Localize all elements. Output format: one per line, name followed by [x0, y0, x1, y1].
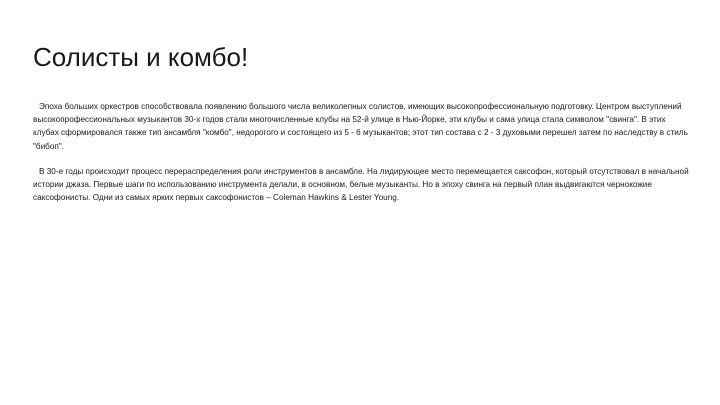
slide-title: Солисты и комбо! — [33, 42, 249, 72]
paragraph-big-bands: Эпоха больших оркестров способствовала появлению большого числа великолепных солистов, имеющих высокопрофессиональную подготовку. Центром выступлений высокопрофессиональных музыкантов 30-х годов стали многочисленные клубы на 52-й улице в Нью-Йорке, эти клубы и сама улица стала символом "свинга". В этих клубах сформировался также тип ансамбля "комбо", недорогого и состоящего из 5 - 6 музыкантов; этот тип состава с 2 - 3 духовыми перешел затем по наследству в стиль "бибоп". — [33, 102, 688, 151]
paragraph-saxophone: В 30-е годы происходит процесс перераспределения роли инструментов в ансамбле. На лидирующее место перемещается саксофон, который отсутствовал в начальной истории джаза. Первые шаги по использованию инструмента делали, в основном, белые музыканты. Но в эпоху свинга на первый план выдвигаются чернокожие саксофонисты. Одни из самых ярких первых саксофонистов – Coleman Hawkins & Lester Young. — [33, 166, 689, 203]
slide-body — [33, 100, 693, 216]
